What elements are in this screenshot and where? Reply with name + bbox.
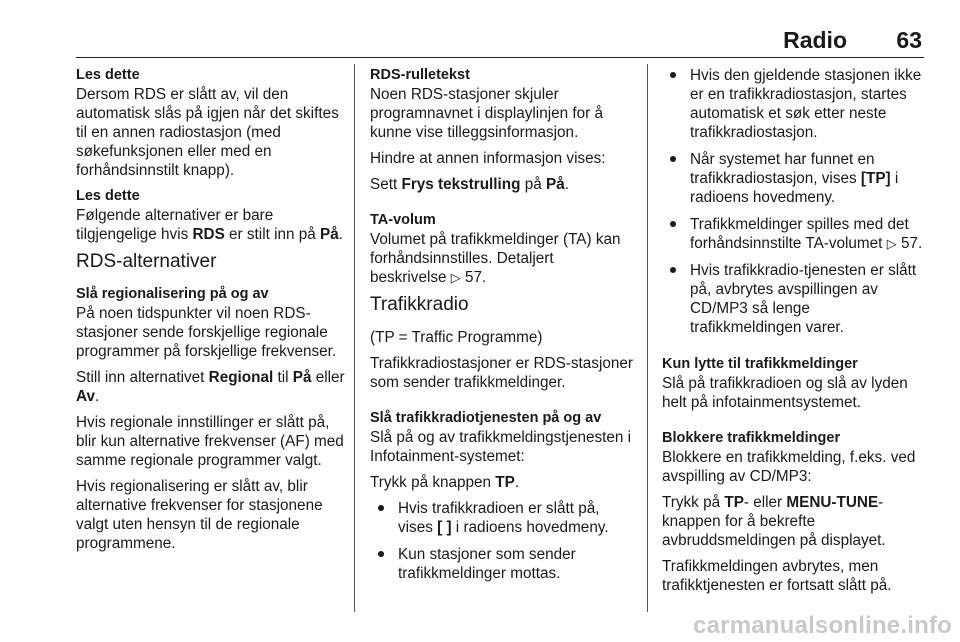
watermark: carmanualsonline.info — [693, 612, 952, 639]
column-3 — [662, 66, 924, 602]
list-item: Når systemet har funnet en trafikkradiostasjon, vises [TP] i radioens hovedmeny. — [662, 150, 924, 207]
paragraph: Noen RDS-stasjoner skjuler programnavnet i displaylinjen for å kunne vise tilleggsinformasjon. — [370, 86, 603, 141]
paragraph: Trykk på TP- eller MENU-TUNE-knappen for å bekrefte avbruddsmeldingen på displayet. — [662, 494, 886, 549]
bullet-list — [662, 66, 924, 337]
bullet-list — [370, 499, 634, 583]
column-2 — [370, 66, 634, 591]
note-text: Følgende alternativer er bare tilgjengelige hvis RDS er stilt inn på På. — [76, 207, 343, 243]
paragraph: (TP = Traffic Programme) — [370, 329, 543, 346]
page-ref-icon[interactable]: ▷ — [450, 270, 461, 285]
paragraph: Blokkere en trafikkmelding, f.eks. ved avspilling av CD/MP3: — [662, 449, 916, 485]
subsection-heading: Kun lytte til trafikkmeldinger — [662, 356, 858, 372]
paragraph: Slå på trafikkradioen og slå av lyden helt på infotainmentsystemet. — [662, 375, 908, 411]
subsection-heading: Slå regionalisering på og av — [76, 286, 269, 302]
bullet-icon — [670, 156, 676, 162]
subsection-heading: RDS-rulletekst — [370, 67, 470, 83]
note-text: Dersom RDS er slått av, vil den automatisk slås på igjen når det skiftes til en annen radiostasjon (med søkefunksjonen eller med en forhåndsinnstilt knapp). — [76, 86, 339, 179]
paragraph: Sett Frys tekstrulling på På. — [370, 176, 569, 193]
bullet-icon — [670, 72, 676, 78]
page-ref[interactable]: 57 — [465, 269, 483, 286]
list-item: Hvis trafikkradioen er slått på, vises [ ] i radioens hovedmeny. — [370, 499, 634, 537]
note-heading: Les dette — [76, 188, 140, 204]
paragraph: Still inn alternativet Regional til På eller Av. — [76, 369, 345, 405]
note-heading: Les dette — [76, 67, 140, 83]
subsection-heading: TA-volum — [370, 212, 436, 228]
header-rule — [76, 57, 924, 58]
section-heading: RDS-alternativer — [76, 251, 217, 272]
section-heading: Trafikkradio — [370, 294, 469, 315]
page-ref[interactable]: 57 — [900, 235, 918, 252]
list-item: Hvis trafikkradio-tjenesten er slått på, avbrytes avspillingen av CD/MP3 så lenge trafikkmeldingen varer. — [662, 261, 924, 337]
paragraph: Volumet på trafikkmeldinger (TA) kan forhåndsinnstilles. Detaljert beskrivelse ▷ 57. — [370, 231, 621, 286]
bullet-icon — [378, 551, 384, 557]
bullet-icon — [670, 221, 676, 227]
subsection-heading: Slå trafikkradiotjenesten på og av — [370, 410, 602, 426]
paragraph: Trafikkmeldingen avbrytes, men trafikktjenesten er fortsatt slått på. — [662, 558, 892, 594]
chapter-title: Radio — [783, 27, 847, 53]
paragraph: Hvis regionale innstillinger er slått på, blir kun alternative frekvenser (AF) med samme regionale programmer valgt. — [76, 414, 344, 469]
page-number: 63 — [896, 27, 922, 53]
list-item: Kun stasjoner som sender trafikkmeldinger mottas. — [370, 545, 634, 583]
bullet-icon — [378, 505, 384, 511]
page-ref-icon[interactable]: ▷ — [886, 236, 897, 251]
column-divider — [354, 64, 355, 612]
paragraph: Trykk på knappen TP. — [370, 474, 520, 491]
column-divider — [647, 64, 648, 612]
column-1 — [76, 66, 346, 560]
bullet-icon — [670, 267, 676, 273]
paragraph: Slå på og av trafikkmeldingstjenesten i Infotainment-systemet: — [370, 429, 632, 465]
subsection-heading: Blokkere trafikkmeldinger — [662, 430, 841, 446]
paragraph: Trafikkradiostasjoner er RDS-stasjoner som sender trafikkmeldinger. — [370, 355, 633, 391]
page-header — [0, 0, 960, 60]
list-item: Hvis den gjeldende stasjonen ikke er en trafikkradiostasjon, startes automatisk et søk etter neste trafikkradiostasjon. — [662, 66, 924, 142]
paragraph: På noen tidspunkter vil noen RDS-stasjoner sende forskjellige regionale programmer på forskjellige frekvenser. — [76, 305, 337, 360]
paragraph: Hindre at annen informasjon vises: — [370, 150, 606, 167]
list-item: Trafikkmeldinger spilles med det forhåndsinnstilte TA-volumet ▷ 57. — [662, 215, 924, 253]
paragraph: Hvis regionalisering er slått av, blir alternative frekvenser for stasjonene valgt uten hensyn til de regionale programmene. — [76, 478, 323, 552]
